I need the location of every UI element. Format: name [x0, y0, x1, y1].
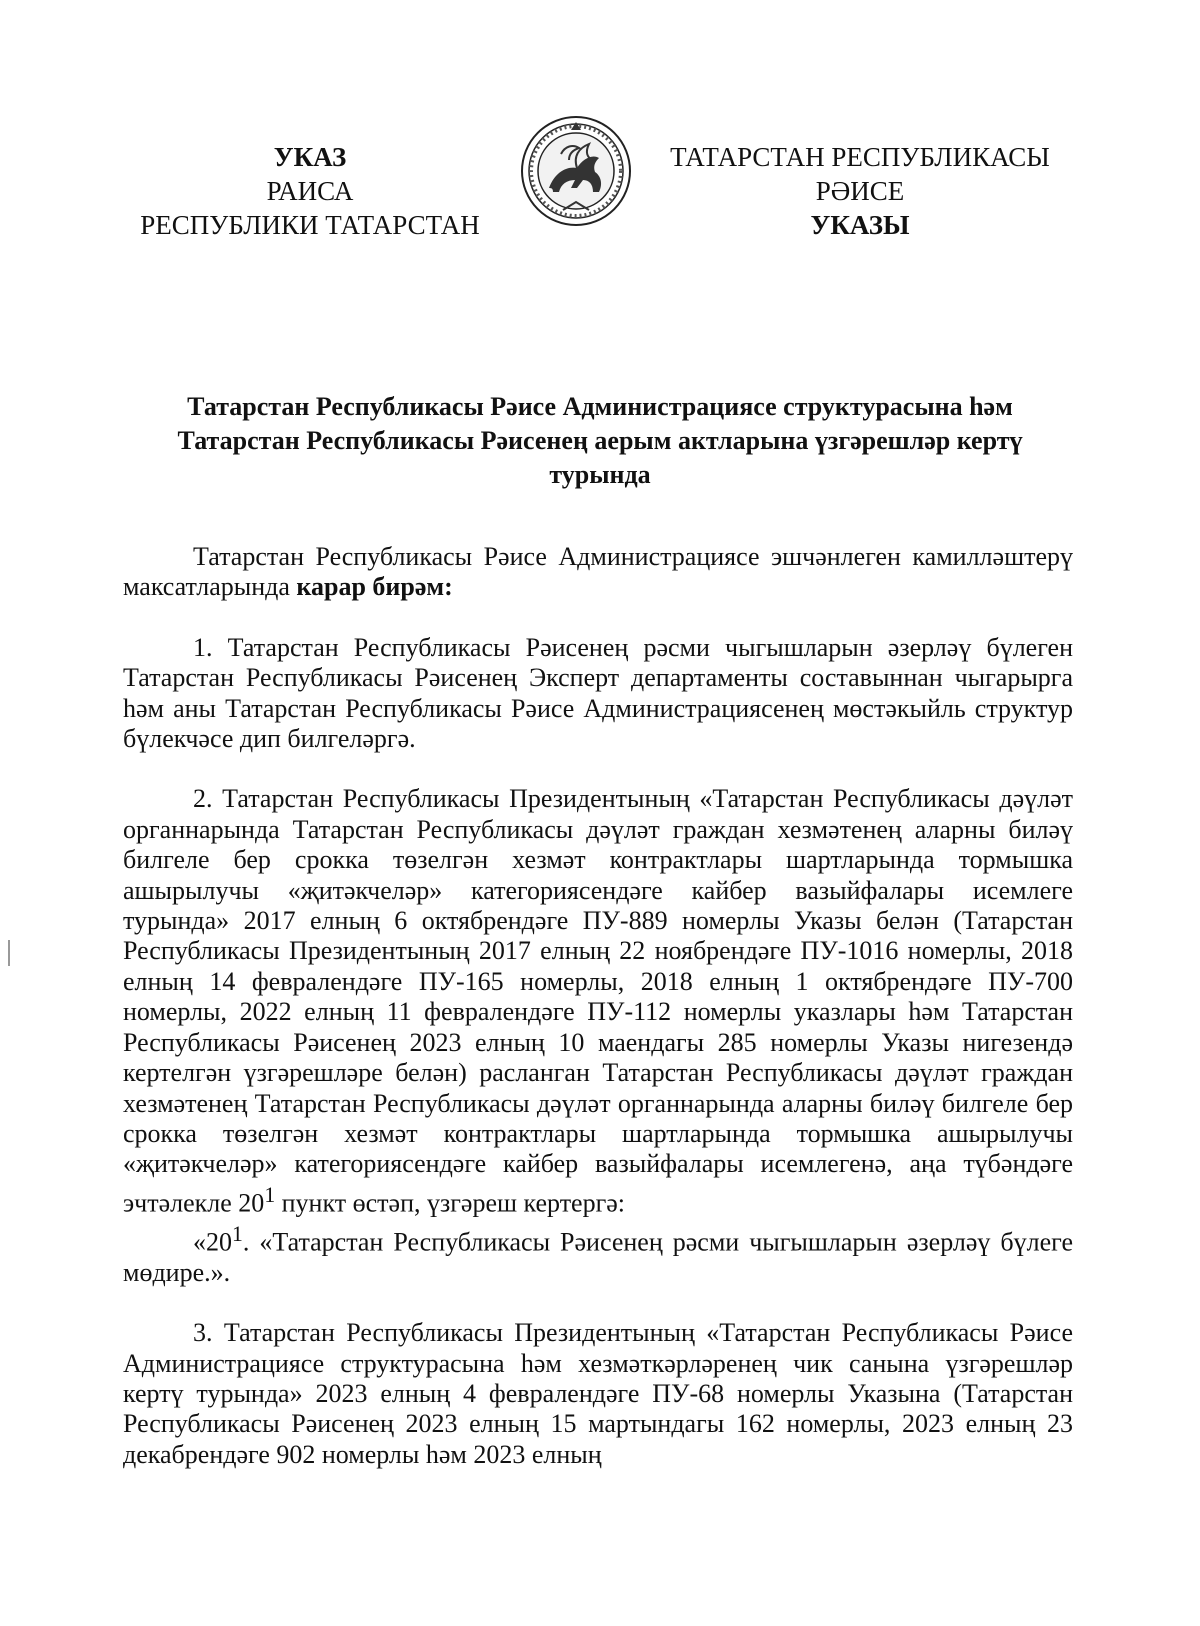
paragraph-2-end: пункт өстәп, үзгәреш кертергә:	[275, 1188, 626, 1218]
paragraph-2-item-start: «20	[193, 1227, 232, 1257]
header-left-line2: РАИСА	[266, 176, 354, 206]
header-left-line1: УКАЗ	[273, 142, 347, 172]
header-right-line3: УКАЗЫ	[810, 210, 910, 240]
header-left-line3: РЕСПУБЛИКИ ТАТАРСТАН	[140, 210, 480, 240]
header-right-line1: ТАТАРСТАН РЕСПУБЛИКАСЫ	[670, 142, 1050, 172]
paragraph-2-item-text: . «Татарстан Республикасы Рәисенең рәсми чыгышларын әзерләү бүлеге мөдире.».	[123, 1227, 1073, 1287]
preamble-text: Татарстан Республикасы Рәисе Администрациясе эшчәнлеген камилләштерү максатларында	[123, 542, 1073, 602]
document-body	[123, 542, 1073, 1470]
header-right	[650, 140, 1070, 242]
preamble-bold: карар бирәм:	[296, 572, 453, 602]
paragraph-2-item	[123, 1219, 1073, 1288]
paragraph-1: 1. Татарстан Республикасы Рәисенең рәсми чыгышларын әзерләү бүлеген Татарстан Республикасы Рәисенең Эксперт департаменты составыннан чыгарырга һәм аны Татарстан Республикасы Рәисе Администрациясенең мөстәкыйль структур бүлекчәсе дип билгеләргә.	[123, 632, 1073, 754]
preamble-paragraph	[123, 542, 1073, 603]
header-right-line2: РӘИСЕ	[815, 176, 905, 206]
coat-of-arms-emblem-icon	[519, 114, 633, 228]
scan-margin-mark	[8, 940, 10, 966]
paragraph-2-item-superscript: 1	[232, 1221, 243, 1246]
document-title: Татарстан Республикасы Рәисе Администрациясе структурасына һәм Татарстан Республикасы Рәисенең аерым актларына үзгәрешләр кертү турында	[177, 392, 1023, 489]
paragraph-3: 3. Татарстан Республикасы Президентының «Татарстан Республикасы Рәисе Администрациясе структурасына һәм хезмәткәрләренең чик санына үзгәрешләр кертү турында» 2023 елның 4 февралендәге ПУ-68 номерлы Указына (Татарстан Республикасы Рәисенең 2023 елның 15 мартындагы 162 номерлы, 2023 елның 23 декабрендәге 902 номерлы һәм 2023 елның	[123, 1318, 1073, 1469]
paragraph-2-text: 2. Татарстан Республикасы Президентының «Татарстан Республикасы дәүләт органнарында Татарстан Республикасы дәүләт граждан хезмәтенең аларны биләү билгеле бер срокка төзелгән хезмәт контрактлары шартларында тормышка ашырылучы «җитәкчеләр» категориясендәге кайбер вазыйфалары исемлеге турында» 2017 елның 6 октябрендәге ПУ-889 номерлы Указы белән (Татарстан Республикасы Президентының 2017 елның 22 ноябрендәге ПУ-1016 номерлы, 2018 елның 14 февралендәге ПУ-165 номерлы, 2018 елның 1 октябрендәге ПУ-700 номерлы, 2022 елның 11 февралендәге ПУ-112 номерлы указлары һәм Татарстан Республикасы Рәисенең 2023 елның 10 маендагы 285 номерлы Указы нигезендә кертелгән үзгәрешләре белән) расланган Татарстан Республикасы дәүләт граждан хезмәтенең Татарстан Республикасы дәүләт органнарында аларны биләү билгеле бер срокка төзелгән хезмәт контрактлары шартларында тормышка ашырылучы «җитәкчеләр» категориясендәге кайбер вазыйфалары исемлегенә, аңа түбәндәге эчтәлекле 20	[123, 784, 1073, 1218]
paragraph-2-superscript: 1	[264, 1182, 276, 1207]
paragraph-2	[123, 784, 1073, 1218]
header-left	[120, 140, 500, 242]
